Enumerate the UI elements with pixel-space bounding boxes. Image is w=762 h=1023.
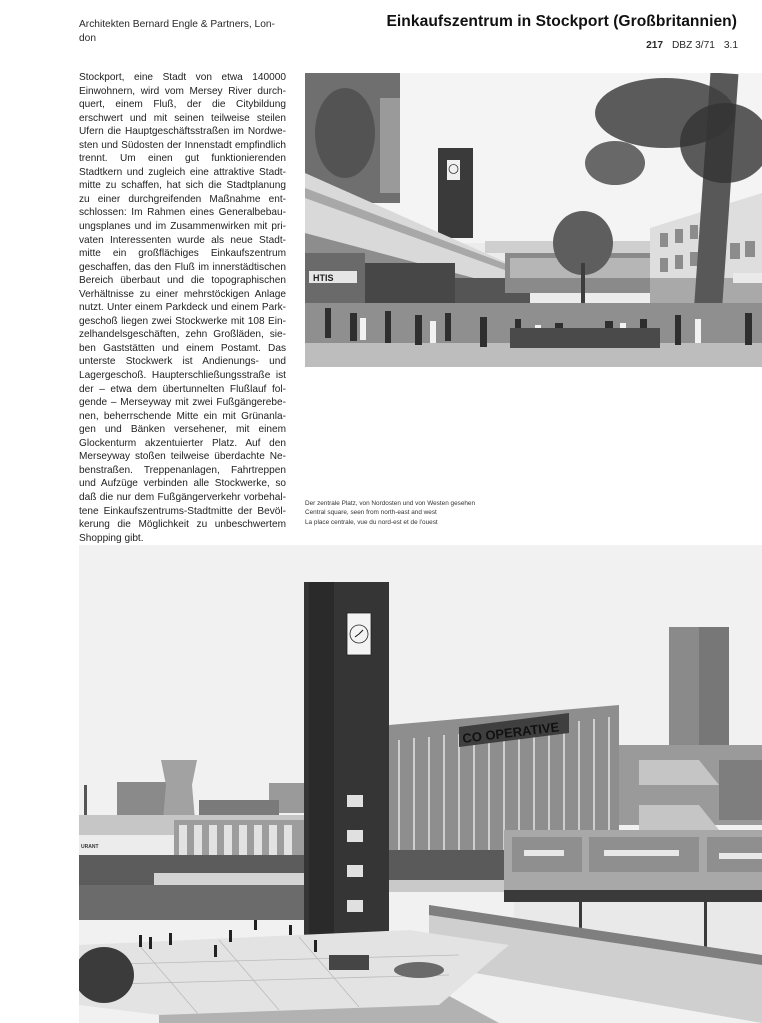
- shopping-street-image: [305, 73, 762, 367]
- page-number: 217: [646, 40, 664, 51]
- figure-caption: [305, 499, 545, 527]
- article-body: Stockport, eine Stadt von etwa 140000 Einwohnern, wird vom Mersey River durchquert, einem Fluß, der die Citybildung erschwert und mit seinen teilweise steilen Ufern die Hauptgeschäftsstraßen im Nordwesten und Südosten der Innenstadt empfindlich trennt. Um einen gut funktionierenden Stadtkern und zugleich eine attraktive Stadtmitte zu schaffen, hat sich die Stadtplanung zu einer durchgreifenden Maßnahme entschlossen: Im Rahmen eines Generalbebauungsplanes und im Zusammenwirken mit privaten Interessenten wurde als neue Stadtmitte ein großflächiges Einkaufszentrum geschaffen, das den Fluß im innerstädtischen Bereich überbaut und die topographischen Verhältnisse zu einer mehrstöckigen Anlage nutzt. Unter einem Parkdeck und einem Parkgeschoß liegen zwei Stockwerke mit 108 Einzelhandelsgeschäften, zehn Großläden, sieben Gaststätten und einem Postamt. Das unterste Stockwerk ist Andienungs- und Lagergeschoß. Haupterschließungsstraße ist der – etwa dem übertunnelten Flußlauf folgende – Merseyway mit zwei Fußgängerebenen, beherrschende Mitte ein mit Grünanlagen und Bänken versehener, mit einem Glockenturm akzentuierter Platz. Auf den Merseyway stoßen teilweise überdachte Nebenstraßen. Treppenanlagen, Fahrtreppen und Aufzüge verbinden alle Stockwerke, so daß die nur dem Fußgängerverkehr vorbehaltene Einkaufszentrums-Stadtmitte der Bevölkerung die Möglichkeit zu unbeschwertem Shopping gibt.: [79, 72, 286, 544]
- page-title: Einkaufszentrum in Stockport (Großbritannien): [386, 13, 737, 30]
- svg-text:URANT: URANT: [81, 844, 99, 850]
- central-square-image: [79, 545, 762, 1023]
- photo-shopping-street: [305, 73, 762, 367]
- caption-english: Central square, seen from north-east and west: [305, 509, 437, 517]
- caption-german: Der zentrale Platz, von Nordosten und von Westen gesehen: [305, 500, 476, 507]
- page-reference: [646, 40, 738, 51]
- co-operative-sign: CO OPERATIVE: [461, 719, 560, 746]
- photo-central-square: [79, 545, 762, 1023]
- journal-issue: DBZ 3/71: [671, 40, 715, 51]
- architect-credit-line1: Architekten Bernard Engle & Partners, Lon-: [79, 19, 275, 30]
- section-number: 3.1: [723, 40, 738, 51]
- svg-text:HTIS: HTIS: [313, 273, 334, 283]
- architect-credit-line2: don: [79, 33, 96, 44]
- caption-french: La place centrale, vue du nord-est et de l'ouest: [305, 518, 438, 526]
- architect-credit: [79, 18, 294, 46]
